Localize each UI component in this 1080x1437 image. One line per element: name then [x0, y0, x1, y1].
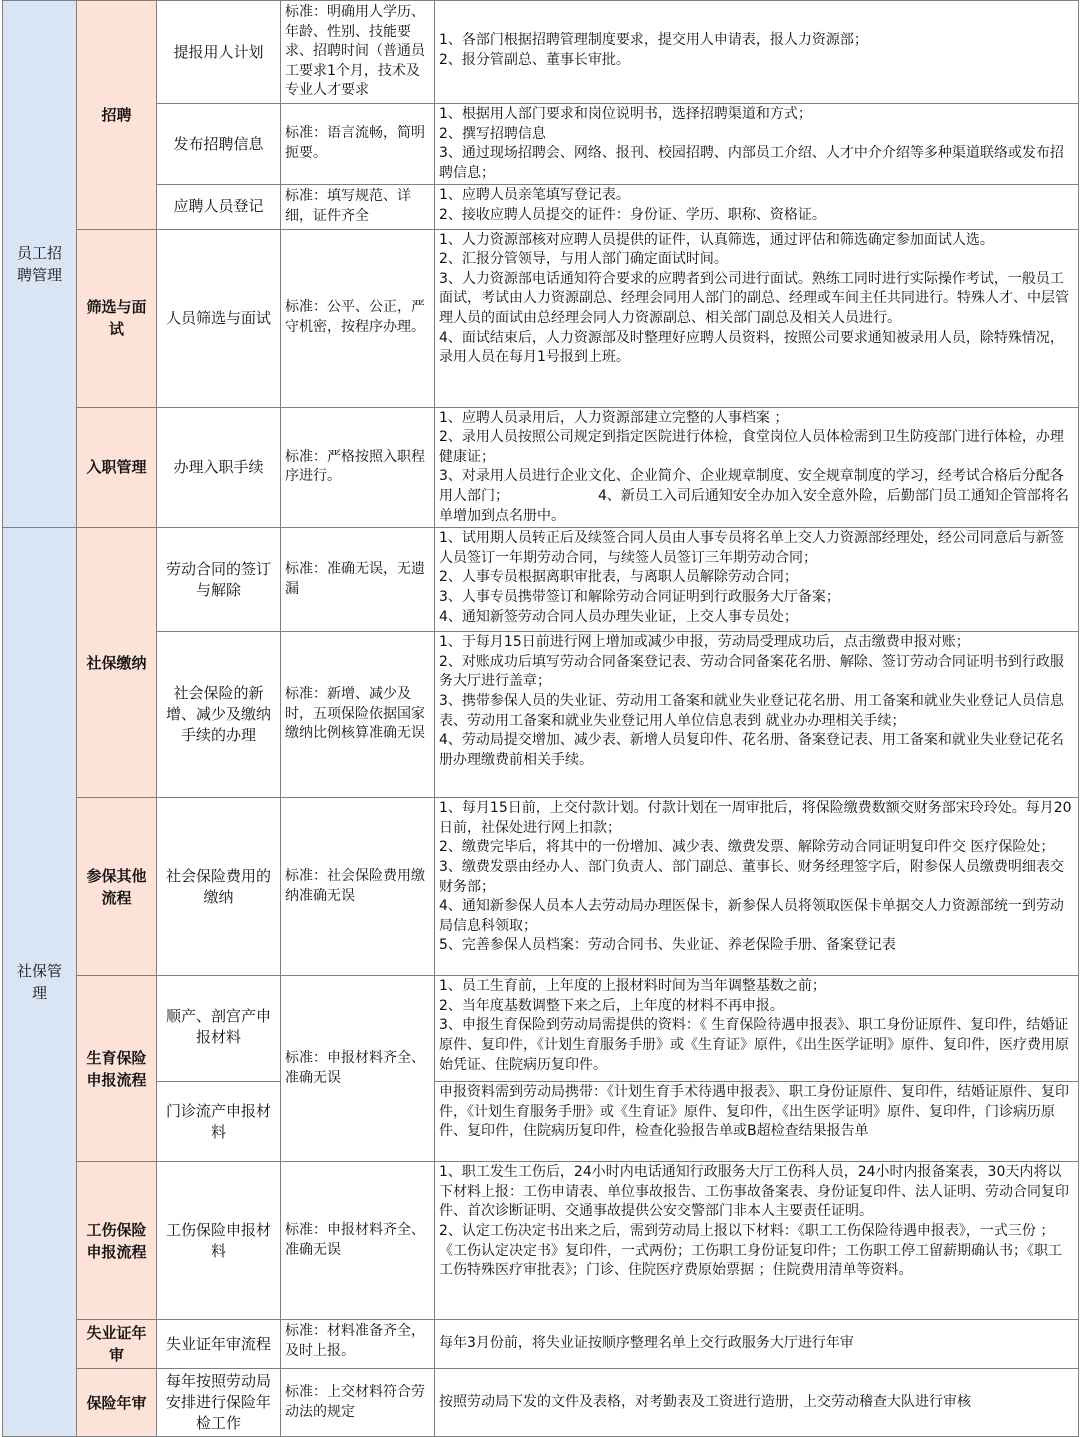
item-applicant-registration: 应聘人员登记: [157, 185, 281, 229]
standard-cell: 标准：准确无误，无遗漏: [281, 528, 435, 632]
standard-cell: 标准：明确用人学历、年龄、性别、技能要求、招聘时间（普通员工要求1个月，技术及专业人才要求: [281, 1, 435, 104]
hr-process-table: [2, 0, 1079, 1437]
detail-cell: 1、人力资源部核对应聘人员提供的证件，认真筛选，通过评估和筛选确定参加面试人选。 2、汇报分管领导，与用人部门确定面试时间。 3、人力资源部电话通知符合要求的应聘者到公司进行面试。熟练工同时进行实际操作考试，一般员工面试，考试由人力资源副总、经理会同用人部门的副总、经理或车间主任共同进行。特殊人才、中层管理人员的面试由总经理会同人力资源副总、相关部门副总及相关人员进行。 4、面试结束后，人力资源部及时整理好应聘人员资料，按照公司要求通知被录用人员，除特殊情况，录用人员在每月1号报到上班。: [435, 229, 1079, 407]
standard-cell: 标准：申报材料齐全、准确无误: [281, 1162, 435, 1320]
standard-cell: 标准：填写规范、详细，证件齐全: [281, 185, 435, 229]
item-labor-contract: 劳动合同的签订与解除: [157, 528, 281, 632]
table-row: [3, 1082, 1079, 1162]
item-outpatient-abortion-materials: 门诊流产申报材料: [157, 1082, 281, 1162]
standard-cell: 标准：上交材料符合劳动法的规定: [281, 1369, 435, 1437]
detail-cell: 1、根据用人部门要求和岗位说明书，选择招聘渠道和方式； 2、撰写招聘信息 3、通过现场招聘会、网络、报刊、校园招聘、内部员工介绍、人才中介介绍等多种渠道联络或发布招聘信息；: [435, 104, 1079, 185]
table-row: [3, 1369, 1079, 1437]
table-row: [3, 1162, 1079, 1320]
subcategory-insurance-annual-review: 保险年审: [77, 1369, 157, 1437]
standard-cell: 标准：新增、减少及时，五项保险依据国家缴纳比例核算准确无误: [281, 632, 435, 798]
detail-cell: 1、应聘人员亲笔填写登记表。 2、接收应聘人员提交的证件：身份证、学历、职称、资格证。: [435, 185, 1079, 229]
detail-cell: 申报资料需到劳动局携带：《计划生育手术待遇申报表》、职工身份证原件、复印件，结婚证原件、复印件，《计划生育服务手册》或《生育证》原件、复印件，《出生医学证明》原件、复印件，门诊病历原件、复印件，住院病历复印件，检查化验报告单或B超检查结果报告单: [435, 1082, 1079, 1162]
table-row: [3, 1320, 1079, 1369]
subcategory-work-injury-insurance: 工伤保险 申报流程: [77, 1162, 157, 1320]
table-row: [3, 528, 1079, 632]
table-row: [3, 229, 1079, 407]
standard-cell: 标准：社会保险费用缴纳准确无误: [281, 798, 435, 976]
standard-cell: 标准：材料准备齐全，及时上报。: [281, 1320, 435, 1369]
item-submit-hiring-plan: 提报用人计划: [157, 1, 281, 104]
table-row: [3, 407, 1079, 528]
standard-cell: 标准：公平、公正，严守机密，按程序办理。: [281, 229, 435, 407]
item-screening-and-interview: 人员筛选与面试: [157, 229, 281, 407]
detail-cell: 1、各部门根据招聘管理制度要求，提交用人申请表，报人力资源部； 2、报分管副总、董事长审批。: [435, 1, 1079, 104]
table-row: [3, 632, 1079, 798]
table-row: [3, 104, 1079, 185]
item-onboarding-procedures: 办理入职手续: [157, 407, 281, 528]
detail-cell: 1、于每月15日前进行网上增加或减少申报，劳动局受理成功后，点击缴费申报对账； 2、对账成功后填写劳动合同备案登记表、劳动合同备案花名册、解除、签订劳动合同证明书到行政服务大厅进行盖章； 3、携带参保人员的失业证、劳动用工备案和就业失业登记花名册、用工备案和就业失业登记人员信息表、劳动用工备案和就业失业登记用人单位信息表到 就业办办理相关手续； 4、劳动局提交增加、减少表、新增人员复印件、花名册、备案登记表、用工备案和就业失业登记花名册办理缴费前相关手续。: [435, 632, 1079, 798]
detail-cell: 1、应聘人员录用后，人力资源部建立完整的人事档案 ； 2、录用人员按照公司规定到指定医院进行体检，食堂岗位人员体检需到卫生防疫部门进行体检，办理健康证； 3、对录用人员进行企业文化、企业简介、企业规章制度、安全规章制度的学习，经考试合格后分配各用人部门； 4、新员工入司后通知安全办加入安全意外险，后勤部门员工通知企管部将名单增加到点名册中。: [435, 407, 1079, 528]
subcategory-social-insurance-payment: 社保缴纳: [77, 528, 157, 798]
item-childbirth-materials: 顺产、剖宫产申报材料: [157, 976, 281, 1082]
item-unemployment-review-process: 失业证年审流程: [157, 1320, 281, 1369]
standard-cell: 标准：严格按照入职程序进行。: [281, 407, 435, 528]
item-annual-insurance-inspection: 每年按照劳动局安排进行保险年检工作: [157, 1369, 281, 1437]
subcategory-onboarding: 入职管理: [77, 407, 157, 528]
table-row: [3, 976, 1079, 1082]
detail-cell: 每年3月份前，将失业证按顺序整理名单上交行政服务大厅进行年审: [435, 1320, 1079, 1369]
item-social-insurance-procedures: 社会保险的新增、减少及缴纳手续的办理: [157, 632, 281, 798]
standard-cell: 标准：申报材料齐全、准确无误: [281, 976, 435, 1162]
table-row: [3, 185, 1079, 229]
detail-cell: 1、每月15日前，上交付款计划。付款计划在一周审批后，将保险缴费数额交财务部宋玲玲处。每月20日前，社保处进行网上扣款； 2、缴费完毕后，将其中的一份增加、减少表、缴费发票、解除劳动合同证明复印件交 医疗保险处； 3、缴费发票由经办人、部门负责人、部门副总、董事长、财务经理签字后，附参保人员缴费明细表交财务部； 4、通知新参保人员本人去劳动局办理医保卡，新参保人员将领取医保卡单据交人力资源部统一到劳动局信息科领取； 5、完善参保人员档案：劳动合同书、失业证、养老保险手册、备案登记表: [435, 798, 1079, 976]
category-recruitment-management: 员工招 聘管理: [3, 1, 77, 528]
detail-cell: 按照劳动局下发的文件及表格，对考勤表及工资进行造册，上交劳动稽查大队进行审核: [435, 1369, 1079, 1437]
item-work-injury-materials: 工伤保险申报材料: [157, 1162, 281, 1320]
detail-cell: 1、职工发生工伤后，24小时内电话通知行政服务大厅工伤科人员，24小时内报备案表，30天内将以下材料上报：工伤申请表、单位事故报告、工伤事故备案表、身份证复印件、法人证明、劳动合同复印件、首次诊断证明、交通事故提供公安交警部门非本人主要责任证明。 2、认定工伤决定书出来之后，需到劳动局上报以下材料：《职工工伤保险待遇申报表》，一式三份 ；《工伤认定决定书》复印件，一式两份；工伤职工身份证复印件；工伤职工停工留薪期确认书；《职工工伤特殊医疗审批表》；门诊、住院医疗费原始票据 ；住院费用清单等资料。: [435, 1162, 1079, 1320]
standard-cell: 标准：语言流畅，简明扼要。: [281, 104, 435, 185]
subcategory-maternity-insurance: 生育保险 申报流程: [77, 976, 157, 1162]
table-row: [3, 798, 1079, 976]
subcategory-other-insurance-process: 参保其他 流程: [77, 798, 157, 976]
detail-cell: 1、员工生育前，上年度的上报材料时间为当年调整基数之前； 2、当年度基数调整下来之后，上年度的材料不再申报。 3、申报生育保险到劳动局需提供的资料：《 生育保险待遇申报表》、职工身份证原件、复印件，结婚证原件、复印件，《计划生育服务手册》或《生育证》原件，《出生医学证明》原件、复印件，医疗费用原始凭证、住院病历复印件。: [435, 976, 1079, 1082]
subcategory-unemployment-review: 失业证年 审: [77, 1320, 157, 1369]
item-publish-recruitment-info: 发布招聘信息: [157, 104, 281, 185]
category-social-insurance-management: 社保管 理: [3, 528, 77, 1437]
item-insurance-fee-payment: 社会保险费用的缴纳: [157, 798, 281, 976]
subcategory-screening-interview: 筛选与面 试: [77, 229, 157, 407]
detail-cell: 1、试用期人员转正后及续签合同人员由人事专员将名单上交人力资源部经理处，经公司同意后与新签人员签订一年期劳动合同，与续签人员签订三年期劳动合同； 2、人事专员根据离职审批表，与离职人员解除劳动合同； 3、人事专员携带签订和解除劳动合同证明到行政服务大厅备案； 4、通知新签劳动合同人员办理失业证，上交人事专员处；: [435, 528, 1079, 632]
table-row: [3, 1, 1079, 104]
subcategory-recruitment: 招聘: [77, 1, 157, 230]
